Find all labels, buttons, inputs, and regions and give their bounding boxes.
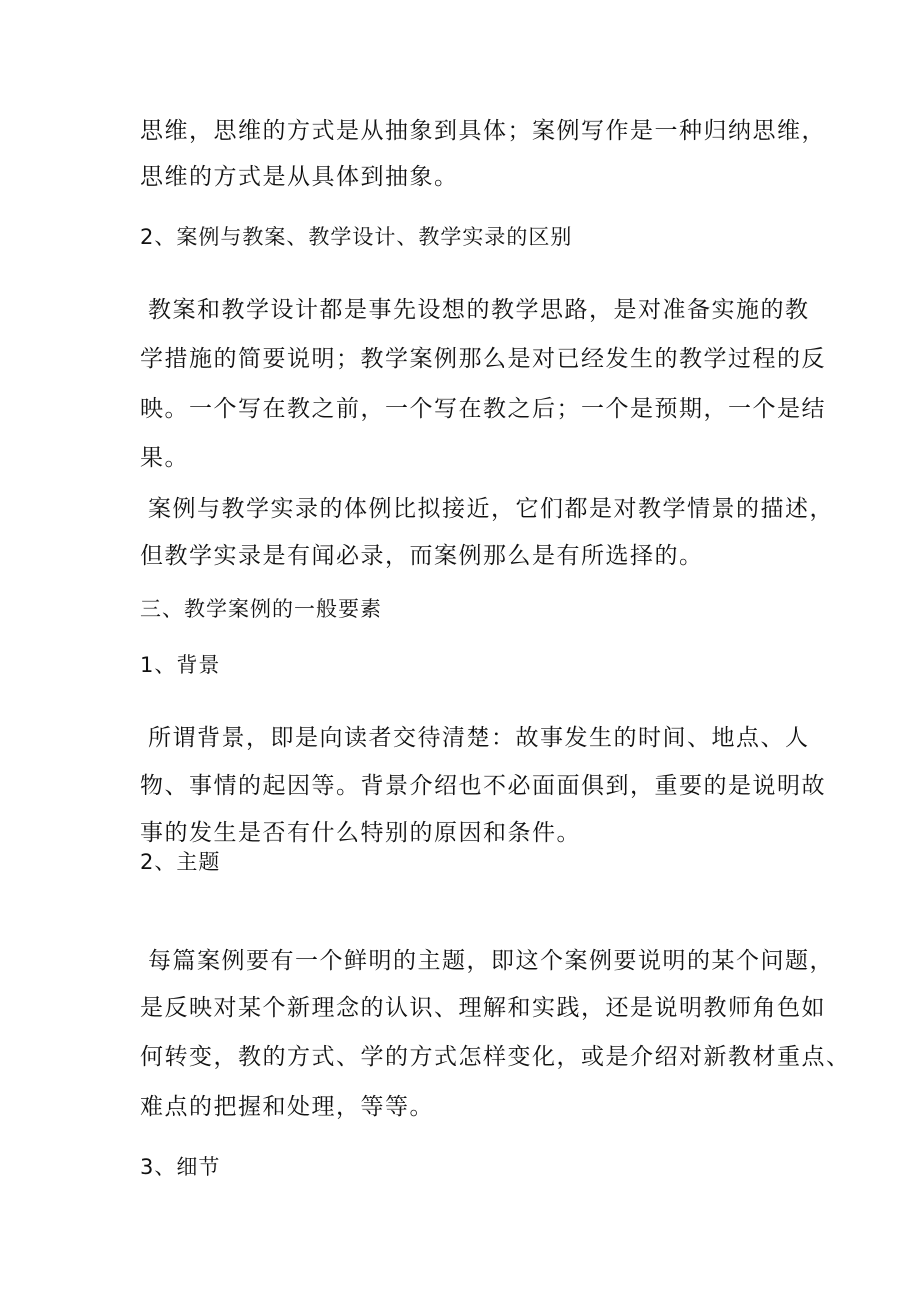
- paragraph-line: 案例与教学实录的体例比拟接近，它们都是对教学情景的描述，: [148, 496, 834, 522]
- section-title-case-elements: 三、教学案例的一般要素: [140, 597, 382, 621]
- paragraph-line: 学措施的简要说明；教学案例那么是对已经发生的教学过程的反: [140, 346, 826, 372]
- paragraph-line: 但教学实录是有闻必录，而案例那么是有所选择的。: [140, 543, 704, 569]
- paragraph-line: 教案和教学设计都是事先设想的教学思路，是对准备实施的教: [148, 297, 810, 323]
- paragraph-line: 果。: [140, 445, 189, 471]
- subheading-case-comparison: 2、案例与教案、教学设计、教学实录的区别: [140, 225, 573, 249]
- paragraph-line: 所谓背景，即是向读者交待清楚：故事发生的时间、地点、人: [148, 725, 810, 751]
- paragraph-line: 事的发生是否有什么特别的原因和条件。: [140, 820, 581, 846]
- paragraph-line: 何转变，教的方式、学的方式怎样变化，或是介绍对新教材重点、: [140, 1044, 851, 1070]
- paragraph-line: 每篇案例要有一个鲜明的主题，即这个案例要说明的某个问题，: [148, 948, 834, 974]
- paragraph-line: 难点的把握和处理，等等。: [140, 1094, 434, 1120]
- paragraph-line: 是反映对某个新理念的认识、理解和实践，还是说明教师角色如: [140, 995, 826, 1021]
- paragraph-line: 物、事情的起因等。背景介绍也不必面面俱到，重要的是说明故: [140, 773, 826, 799]
- subheading-detail: 3、细节: [140, 1155, 221, 1179]
- subheading-background: 1、背景: [140, 653, 221, 677]
- paragraph-line: 思维的方式是从具体到抽象。: [140, 164, 459, 190]
- subheading-theme: 2、主题: [140, 850, 221, 874]
- paragraph-line: 思维，思维的方式是从抽象到具体；案例写作是一种归纳思维，: [140, 118, 826, 144]
- paragraph-line: 映。一个写在教之前，一个写在教之后；一个是预期，一个是结: [140, 396, 826, 422]
